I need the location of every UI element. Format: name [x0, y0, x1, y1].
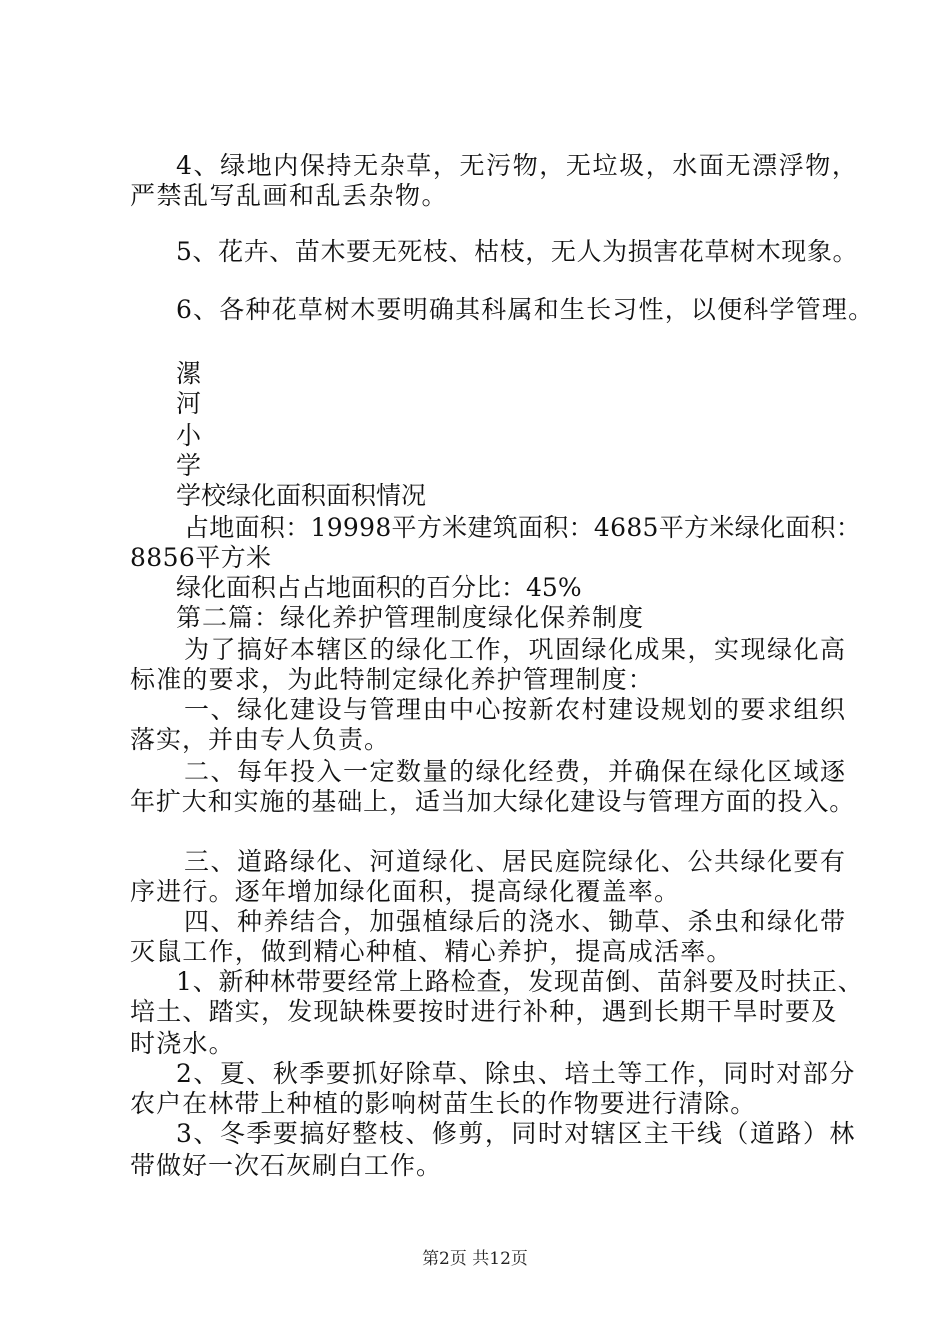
- text-line: 四、种养结合，加强植绿后的浇水、锄草、杀虫和绿化带: [184, 907, 847, 936]
- text-line: 带做好一次石灰刷白工作。: [130, 1151, 443, 1180]
- text-line: 6、各种花草树木要明确其科属和生长习性，以便科学管理。: [176, 295, 875, 324]
- text-line: 4、绿地内保持无杂草，无污物，无垃圾，水面无漂浮物，: [176, 151, 859, 180]
- text-line: 培土、踏实，发现缺株要按时进行补种，遇到长期干旱时要及: [130, 997, 838, 1026]
- text-line: 第二篇：绿化养护管理制度绿化保养制度: [176, 603, 645, 632]
- text-line: 严禁乱写乱画和乱丢杂物。: [130, 181, 449, 210]
- text-line: 绿化面积占占地面积的百分比：45%: [176, 573, 582, 602]
- text-line: 序进行。逐年增加绿化面积，提高绿化覆盖率。: [130, 877, 681, 906]
- text-line: 小: [176, 421, 202, 450]
- page-number: 第2页 共12页: [422, 1249, 528, 1269]
- text-line: 8856平方米: [130, 543, 272, 572]
- text-line: 农户在林带上种植的影响树苗生长的作物要进行清除。: [130, 1089, 757, 1118]
- text-line: 漯: [176, 359, 202, 388]
- text-line: 一、绿化建设与管理由中心按新农村建设规划的要求组织: [184, 695, 847, 724]
- text-line: 落实，并由专人负责。: [130, 725, 391, 754]
- text-line: 1、新种林带要经常上路检查，发现苗倒、苗斜要及时扶正、: [176, 967, 864, 996]
- text-line: 为了搞好本辖区的绿化工作，巩固绿化成果，实现绿化高: [184, 635, 847, 664]
- text-line: 灭鼠工作，做到精心种植、精心养护，提高成活率。: [130, 937, 733, 966]
- text-line: 学: [176, 451, 202, 480]
- text-line: 标准的要求，为此特制定绿化养护管理制度：: [130, 665, 655, 694]
- text-line: 3、冬季要搞好整枝、修剪，同时对辖区主干线（道路）林: [176, 1119, 856, 1148]
- text-line: 二、每年投入一定数量的绿化经费，并确保在绿化区域逐: [184, 757, 847, 786]
- text-line: 时浇水。: [130, 1029, 235, 1058]
- text-line: 河: [176, 389, 202, 418]
- text-line: 年扩大和实施的基础上，适当加大绿化建设与管理方面的投入。: [130, 787, 856, 816]
- text-line: 三、道路绿化、河道绿化、居民庭院绿化、公共绿化要有: [184, 847, 847, 876]
- text-line: 学校绿化面积面积情况: [176, 481, 427, 510]
- text-line: 2、夏、秋季要抓好除草、除虫、培土等工作，同时对部分: [176, 1059, 856, 1088]
- text-line: 5、花卉、苗木要无死枝、枯枝，无人为损害花草树木现象。: [176, 237, 859, 266]
- text-line: 占地面积：19998平方米建筑面积：4685平方米绿化面积：: [184, 513, 862, 542]
